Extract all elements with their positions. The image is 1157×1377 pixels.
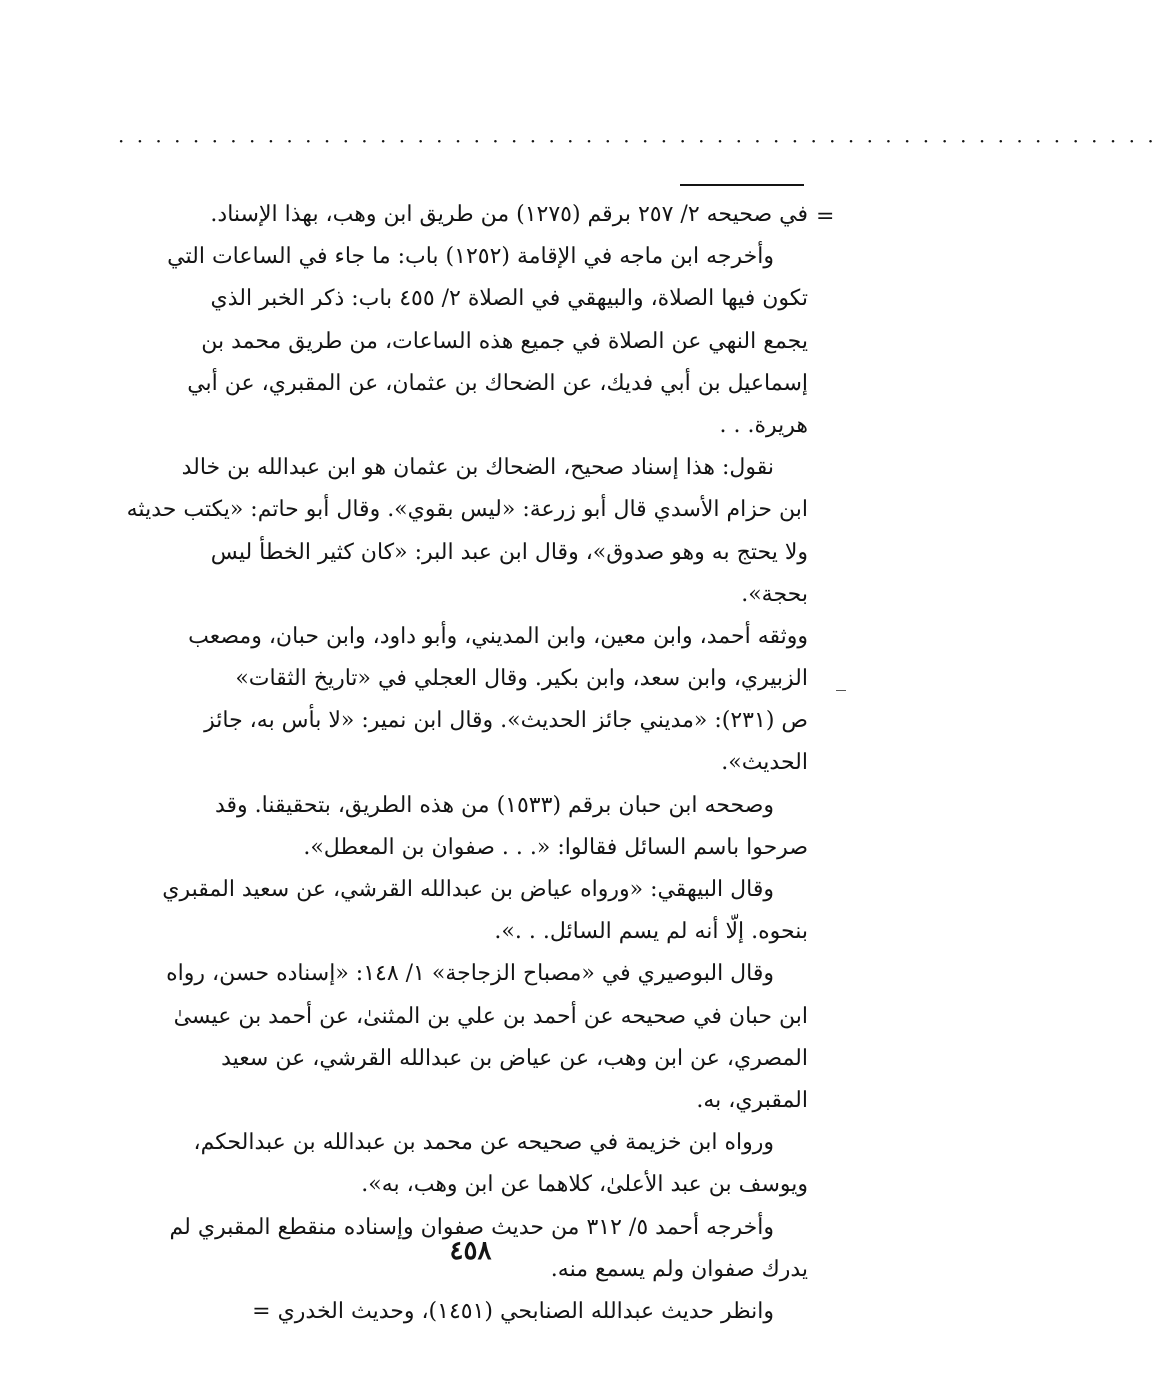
text-line: بنحوه. إلّا أنه لم يسم السائل. . .». [494, 919, 808, 945]
text-line: وأخرجه أحمد ٥/ ٣١٢ من حديث صفوان وإسناده منقطع المقبري لم [169, 1214, 774, 1240]
text-line: ولا يحتج به وهو صدوق»، وقال ابن عبد البر: «كان كثير الخطأ ليس [210, 539, 808, 565]
section-separator-dots: · · · · · · · · · · · · · · · · · · · · · · · · · · · · · · · · · · · · · · · · · · · · · · · · · · · · · · · · [118, 129, 1157, 153]
text-line: ورواه ابن خزيمة في صحيحه عن محمد بن عبدالله بن عبدالحكم، [193, 1130, 774, 1156]
text-line: إسماعيل بن أبي فديك، عن الضحاك بن عثمان، عن المقبري، عن أبي [187, 370, 808, 396]
margin-mark [836, 690, 846, 691]
text-line: المصري، عن ابن وهب، عن عياض بن عبدالله القرشي، عن سعيد [221, 1045, 808, 1071]
continuation-mark: = [816, 204, 835, 229]
text-line: وقال البيهقي: «ورواه عياض بن عبدالله القرشي، عن سعيد المقبري [162, 877, 774, 902]
text-line: بحجة». [741, 581, 808, 607]
text-line: يجمع النهي عن الصلاة في جميع هذه الساعات، من طريق محمد بن [201, 328, 808, 354]
text-line: الحديث». [721, 750, 808, 776]
text-line: هريرة. . . [719, 412, 808, 438]
text-line: وانظر حديث عبدالله الصنابحي (١٤٥١)، وحديث الخدري = [252, 1298, 774, 1324]
footnote-rule [680, 184, 804, 186]
footnote-text [118, 194, 808, 1333]
text-line: ابن حبان في صحيحه عن أحمد بن علي بن المثنىٰ، عن أحمد بن عيسىٰ [173, 1003, 808, 1029]
text-line: المقبري، به. [696, 1087, 808, 1113]
text-line: وأخرجه ابن ماجه في الإقامة (١٢٥٢) باب: ما جاء في الساعات التي [167, 244, 774, 270]
text-line: يدرك صفوان ولم يسمع منه. [550, 1256, 808, 1282]
text-line: وصححه ابن حبان برقم (١٥٣٣) من هذه الطريق، بتحقيقنا. وقد [214, 792, 774, 818]
text-line: الزبيري، وابن سعد، وابن بكير. وقال العجلي في «تاريخ الثقات» [235, 666, 808, 692]
text-line: ويوسف بن عبد الأعلىٰ، كلاهما عن ابن وهب، به». [361, 1172, 808, 1198]
text-line: نقول: هذا إسناد صحيح، الضحاك بن عثمان هو ابن عبدالله بن خالد [181, 455, 774, 481]
text-line: في صحيحه ٢/ ٢٥٧ برقم (١٢٧٥) من طريق ابن وهب، بهذا الإسناد. [210, 202, 808, 227]
text-line: صرحوا باسم السائل فقالوا: «. . . صفوان بن المعطل». [303, 834, 808, 860]
text-line: وقال البوصيري في «مصباح الزجاجة» ١/ ١٤٨: «إسناده حسن، رواه [166, 961, 774, 987]
text-line: ص (٢٣١): «مديني جائز الحديث». وقال ابن نمير: «لا بأس به، جائز [204, 708, 808, 734]
page-number: ٤٥٨ [449, 1236, 492, 1266]
text-line: ووثقه أحمد، وابن معين، وابن المديني، وأبو داود، وابن حبان، ومصعب [188, 623, 808, 649]
text-line: ابن حزام الأسدي قال أبو زرعة: «ليس بقوي». وقال أبو حاتم: «يكتب حديثه [126, 497, 808, 523]
text-line: تكون فيها الصلاة، والبيهقي في الصلاة ٢/ ٤٥٥ باب: ذكر الخبر الذي [210, 286, 808, 312]
